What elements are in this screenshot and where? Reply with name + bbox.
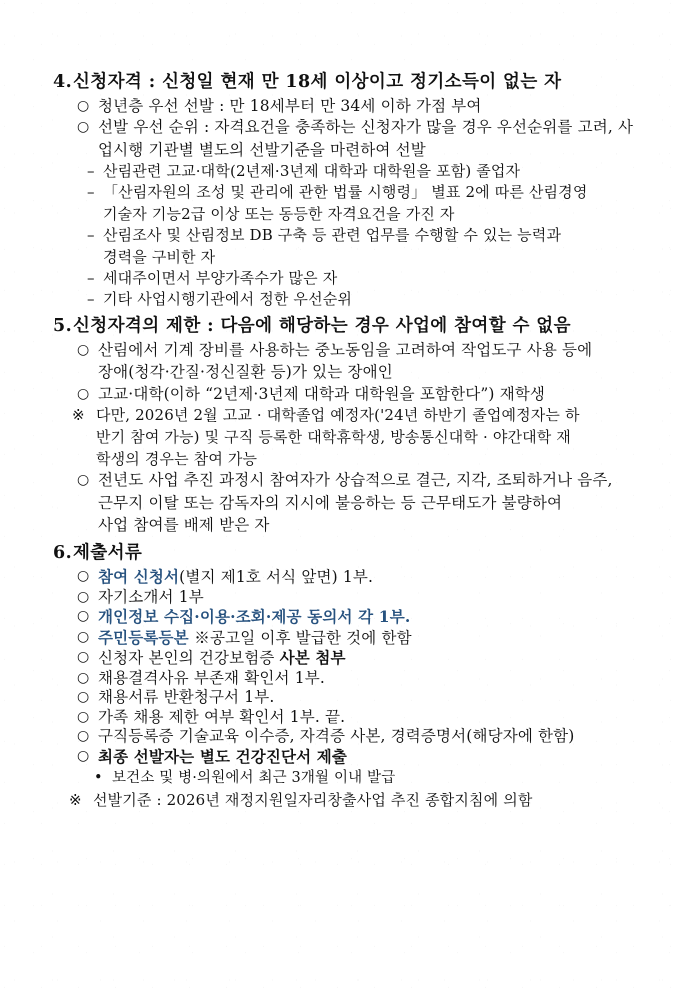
- sub-list-item-text: [112, 771, 660, 786]
- list-item: [40, 587, 660, 606]
- list-item-line: 산림조사 및 산림정보 DB 구축 등 관련 업무를 수행할 수 있는 능력과: [103, 226, 562, 244]
- section-number-5: 5.: [53, 316, 73, 336]
- dot-bullet-icon: •: [94, 770, 103, 786]
- list-item-text: 세대주이면서 부양가족수가 많은 자: [103, 269, 338, 287]
- footnote-text: 선발기준 : 2026년 재정지원일자리창출사업 추진 종합지침에 의함: [93, 790, 533, 809]
- document-requirement-text: [98, 627, 660, 647]
- list-item: [40, 569, 660, 586]
- note-line: 다만, 2026년 2월 고교 · 대학졸업 예정자('24년 하반기 졸업예정자는 하: [96, 406, 580, 424]
- dash-bullet-icon: –: [87, 290, 95, 308]
- list-item-line-cont: 기술자 기능2급 이상 또는 동등한 자격요건을 가진 자: [103, 205, 455, 223]
- text-run-0: 신청자 본인의 건강보험증: [98, 649, 280, 667]
- list-item-line: 전년도 사업 추진 과정시 참여자가 상습적으로 결근, 지각, 조퇴하거나 음주,: [98, 471, 613, 489]
- text-run-0: 가족 채용 제한 여부 확인서 1부. 끝.: [98, 707, 346, 726]
- circle-bullet-icon: ○: [77, 119, 90, 135]
- document-requirement-text: [98, 650, 660, 667]
- list-item: [40, 185, 660, 222]
- document-requirement-text: [98, 690, 660, 706]
- text-run-1: 사본 첨부: [279, 648, 346, 667]
- list-item-line-cont: 사업 참여를 배제 받은 자: [98, 516, 270, 534]
- circle-bullet-icon: ○: [77, 472, 90, 488]
- list-item: [40, 627, 660, 647]
- section-title-6: 제출서류: [73, 542, 143, 563]
- section-number-6: 6.: [53, 542, 73, 563]
- list-item: [40, 690, 660, 706]
- circle-bullet-icon: ○: [77, 97, 90, 114]
- text-run-0: 최종 선발자는 별도 건강진단서 제출: [98, 746, 348, 766]
- list-item: [40, 668, 660, 687]
- circle-bullet-icon: ○: [77, 669, 90, 686]
- list-item-line-cont: 근무지 이탈 또는 감독자의 지시에 불응하는 등 근무태도가 불량하여: [98, 493, 563, 512]
- list-item-text: [98, 120, 660, 158]
- section-number-4: 4.: [53, 72, 73, 92]
- list-item-text: 청년층 우선 선발 : 만 18세부터 만 34세 이하 가점 부여: [98, 96, 482, 115]
- circle-bullet-icon: ○: [77, 708, 90, 725]
- document-requirement-text: [98, 746, 660, 766]
- dash-bullet-icon: –: [87, 269, 95, 287]
- section-title-5: 신청자격의 제한 : 다음에 해당하는 경우 사업에 참여할 수 없음: [73, 316, 571, 336]
- text-run-1: (별지 제1호 서식 앞면) 1부.: [179, 568, 374, 586]
- dash-bullet-icon: –: [87, 162, 95, 180]
- section-heading-5: [40, 318, 660, 336]
- document-requirement-text: [98, 707, 660, 726]
- circle-bullet-icon: ○: [77, 747, 90, 764]
- circle-bullet-icon: ○: [77, 385, 90, 402]
- list-item: [40, 609, 660, 626]
- reference-mark-icon: ※: [69, 790, 82, 809]
- list-item-text: [98, 473, 660, 534]
- list-item-line: 선발 우선 순위 : 자격요건을 충족하는 신청자가 많을 경우 우선순위를 고려, 사: [98, 118, 634, 136]
- list-item: [40, 473, 660, 534]
- document-requirement-text: [98, 609, 660, 626]
- list-item: [40, 292, 660, 307]
- circle-bullet-icon: ○: [77, 728, 90, 744]
- section-heading-6: [40, 542, 660, 563]
- circle-bullet-icon: ○: [77, 568, 90, 584]
- document-requirement-text: [98, 668, 660, 687]
- circle-bullet-icon: ○: [77, 341, 90, 358]
- list-item-line-cont: 업시행 기관별 별도의 선발기준을 마련하여 선발: [98, 140, 426, 159]
- list-item: [40, 340, 660, 381]
- list-item-text: [103, 185, 660, 222]
- document-requirement-text: [98, 569, 660, 586]
- list-item-text: 고교·대학(이하 “2년제·3년제 대학과 대학원을 포함한다”) 재학생: [98, 384, 546, 403]
- circle-bullet-icon: ○: [77, 588, 90, 605]
- list-item: [40, 746, 660, 766]
- list-item-line: 「산림자원의 조성 및 관리에 관한 법률 시행령」 별표 2에 따른 산림경영: [103, 183, 588, 201]
- note-item-text: [96, 408, 660, 467]
- footnote: [40, 790, 660, 809]
- list-item-text: 기타 사업시행기관에서 정한 우선순위: [103, 290, 352, 308]
- document-requirement-text: [98, 587, 660, 606]
- note-line-cont: 학생의 경우는 참여 가능: [96, 450, 258, 468]
- section-heading-4: [40, 74, 660, 92]
- list-item: [40, 384, 660, 403]
- dash-bullet-icon: –: [87, 183, 95, 201]
- section-title-4: 신청자격 : 신청일 현재 만 18세 이상이고 정기소득이 없는 자: [73, 72, 562, 92]
- circle-bullet-icon: ○: [77, 628, 90, 645]
- text-run-0: 보건소 및 병·의원에서 최근 3개월 이내 발급: [112, 770, 396, 786]
- sub-list-item: [40, 771, 660, 786]
- text-run-0: 개인정보 수집·이용·조회·제공 동의서 각 1부.: [98, 607, 411, 626]
- text-run-0: 주민등록등본: [98, 627, 195, 647]
- list-item: [40, 164, 660, 179]
- list-item-line: 산림에서 기계 장비를 사용하는 중노동임을 고려하여 작업도구 사용 등에: [98, 340, 593, 359]
- list-item: [40, 707, 660, 726]
- circle-bullet-icon: ○: [77, 689, 90, 705]
- note-line-cont: 반기 참여 가능) 및 구직 등록한 대학휴학생, 방송통신대학 · 야간대학 재: [96, 428, 571, 446]
- list-item: [40, 729, 660, 745]
- text-run-0: 구직등록증 기술교육 이수증, 자격증 사본, 경력증명서(해당자에 한함): [98, 727, 575, 745]
- list-item-text: [103, 228, 660, 265]
- text-run-0: 채용결격사유 부존재 확인서 1부.: [98, 668, 325, 687]
- text-run-0: 자기소개서 1부: [98, 587, 204, 606]
- list-item-line-cont: 경력을 구비한 자: [103, 248, 216, 266]
- list-item-text: [98, 340, 660, 381]
- note-item: [40, 408, 660, 467]
- list-item: [40, 650, 660, 667]
- list-item: [40, 228, 660, 265]
- reference-mark-icon: ※: [72, 406, 85, 424]
- list-item: [40, 120, 660, 158]
- text-run-0: 채용서류 반환청구서 1부.: [98, 688, 275, 706]
- dash-bullet-icon: –: [87, 226, 95, 244]
- text-run-0: 참여 신청서: [98, 567, 180, 586]
- list-item-line-cont: 장애(청각·간질·정신질환 등)가 있는 장애인: [98, 363, 393, 381]
- list-item: [40, 96, 660, 115]
- circle-bullet-icon: ○: [77, 608, 90, 624]
- list-item-text: 산림관련 고교·대학(2년제·3년제 대학과 대학원을 포함) 졸업자: [103, 162, 521, 180]
- list-item: [40, 271, 660, 286]
- text-run-1: ※공고일 이후 발급한 것에 한함: [194, 628, 412, 647]
- circle-bullet-icon: ○: [77, 649, 90, 665]
- document-requirement-text: [98, 729, 660, 745]
